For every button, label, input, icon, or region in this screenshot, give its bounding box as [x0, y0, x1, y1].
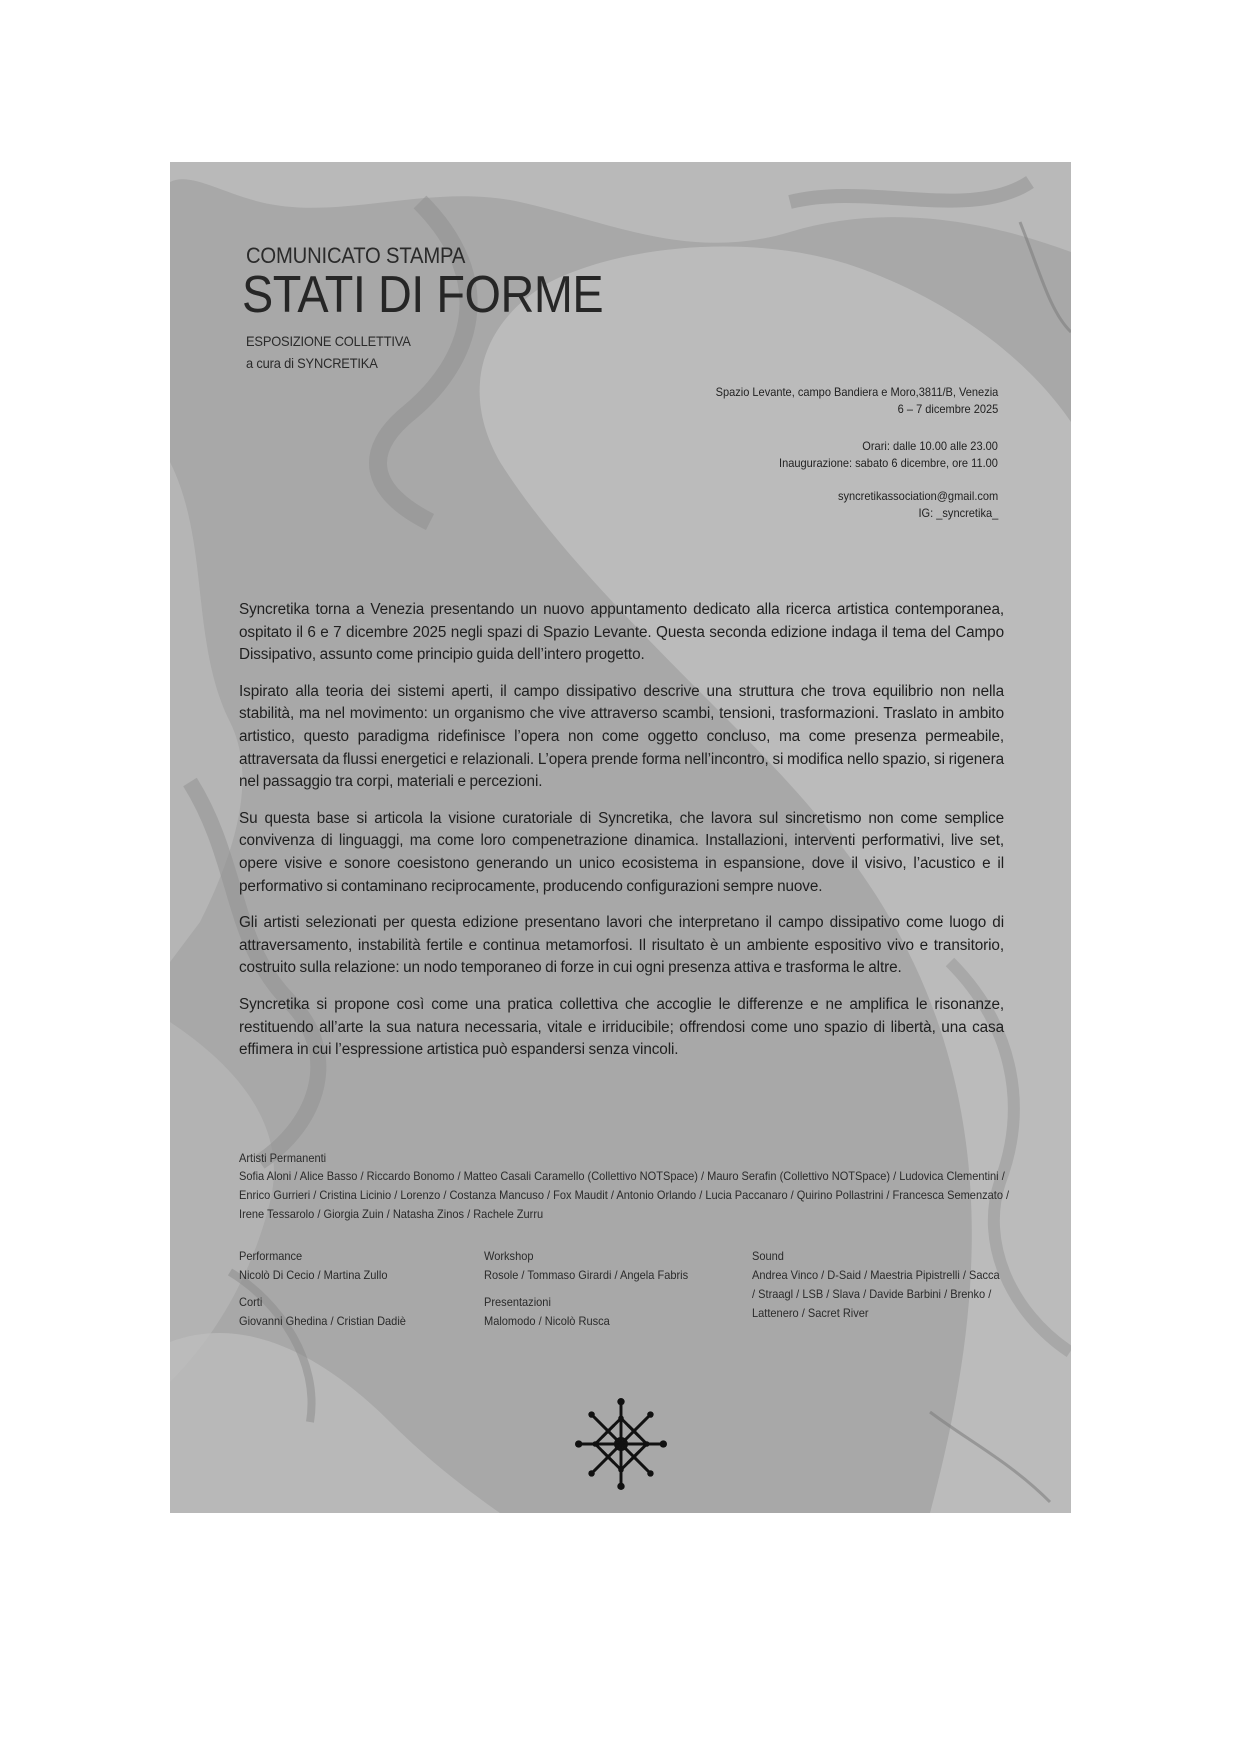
venue-info — [715, 384, 998, 418]
paragraph-dissipative-field: Ispirato alla teoria dei sistemi aperti, il campo dissipativo descrive una struttura che trova equilibrio non nella stabilità, ma nel movimento: un organismo che vive attraverso scambi, tensioni, trasformazioni. Traslato in ambito artistico, questo paradigma ridefinisce l’opera non come oggetto concluso, ma come presenza permeabile, attraversata da flussi energetici e relazionali. L’opera prende forma nell’incontro, si modifica nello spazio, si rigenera nel passaggio tra corpi, materiali e percezioni. — [239, 682, 1004, 791]
sound-list: Andrea Vinco / D-Said / Maestria Pipistrelli / Sacca / Straagl / LSB / Slava / Davide Barbini / Brenko / Lattenero / Sacret River — [752, 1268, 1000, 1320]
sound-label: Sound — [752, 1249, 784, 1263]
contact-info — [838, 488, 998, 522]
corti-label: Corti — [239, 1295, 263, 1309]
hours-info — [779, 438, 998, 472]
paragraph-closing: Syncretika si propone così come una pratica collettiva che accoglie le differenze e ne amplifica le risonanze, restituendo all’arte la sua natura necessaria, vitale e irriducibile; offrendosi come uno spazio di libertà, una casa effimera in cui l’espressione artistica può espandersi senza vincoli. — [239, 995, 1004, 1059]
credits-column-3 — [752, 1247, 1000, 1330]
credits-column-1 — [239, 1247, 406, 1338]
paragraph-curatorial-vision: Su questa base si articola la visione curatoriale di Syncretika, che lavora sul sincretismo non come semplice convivenza di linguaggi, ma come loro compenetrazione dinamica. Installazioni, interventi performativi, live set, opere visive e sonore coesistono generando un unico ecosistema in espansione, dove il visivo, l’acustico e il performativo si contaminano reciprocamente, producendo configurazioni sempre nuove. — [239, 809, 1004, 895]
paragraph-artists: Gli artisti selezionati per questa edizione presentano lavori che interpretano il campo dissipativo come luogo di attraversamento, instabilità fertile e continua metamorfosi. Il risultato è un ambiente espositivo vivo e transitorio, costruito sulla relazione: un nodo temporaneo di forze in cui ogni presenza attiva e trasforma le altre. — [239, 914, 1004, 977]
exhibition-subtitle: ESPOSIZIONE COLLETTIVA — [246, 333, 411, 349]
event-dates: 6 – 7 dicembre 2025 — [897, 402, 998, 416]
press-release-body — [239, 599, 1004, 1076]
opening-hours: Orari: dalle 10.00 alle 23.00 — [862, 439, 998, 453]
contact-email: syncretikassociation@gmail.com — [837, 489, 998, 503]
corti-list: Giovanni Ghedina / Cristian Dadiè — [239, 1314, 406, 1328]
press-release-poster — [170, 162, 1071, 1513]
presentazioni-list: Malomodo / Nicolò Rusca — [484, 1314, 610, 1328]
exhibition-title: STATI DI FORME — [242, 266, 604, 324]
instagram-handle: IG: _syncretika_ — [918, 506, 998, 520]
performance-list: Nicolò Di Cecio / Martina Zullo — [239, 1268, 388, 1282]
credits-column-2 — [484, 1247, 688, 1338]
workshop-list: Rosole / Tommaso Girardi / Angela Fabris — [484, 1268, 689, 1282]
venue-address: Spazio Levante, campo Bandiera e Moro,3811/B, Venezia — [715, 385, 998, 399]
press-release-kicker: COMUNICATO STAMPA — [246, 243, 466, 268]
performance-label: Performance — [239, 1249, 303, 1263]
artists-list: Sofia Aloni / Alice Basso / Riccardo Bonomo / Matteo Casali Caramello (Collettivo NOTSpace) / Mauro Serafin (Collettivo NOTSpace) / Ludovica Clementini / Enrico Gurrieri / Cristina Licinio / Lorenzo / Costanza Mancuso / Fox Maudit / Antonio Orlando / Lucia Paccanaro / Quirino Pollastrini / Francesca Semenzato / Irene Tessarolo / Giorgia Zuin / Natasha Zinos / Rachele Zurru — [239, 1169, 1010, 1221]
presentazioni-label: Presentazioni — [484, 1295, 551, 1309]
paragraph-intro: Syncretika torna a Venezia presentando un nuovo appuntamento dedicato alla ricerca artistica contemporanea, ospitato il 6 e 7 dicembre 2025 negli spazi di Spazio Levante. Questa seconda edizione indaga il tema del Campo Dissipativo, assunto come principio guida dell’intero progetto. — [239, 601, 1004, 664]
workshop-label: Workshop — [484, 1249, 534, 1263]
syncretika-logo-icon — [575, 1398, 667, 1490]
artists-label: Artisti Permanenti — [239, 1151, 327, 1165]
curator-line: a cura di SYNCRETIKA — [246, 355, 378, 371]
inauguration: Inaugurazione: sabato 6 dicembre, ore 11.00 — [779, 456, 998, 470]
